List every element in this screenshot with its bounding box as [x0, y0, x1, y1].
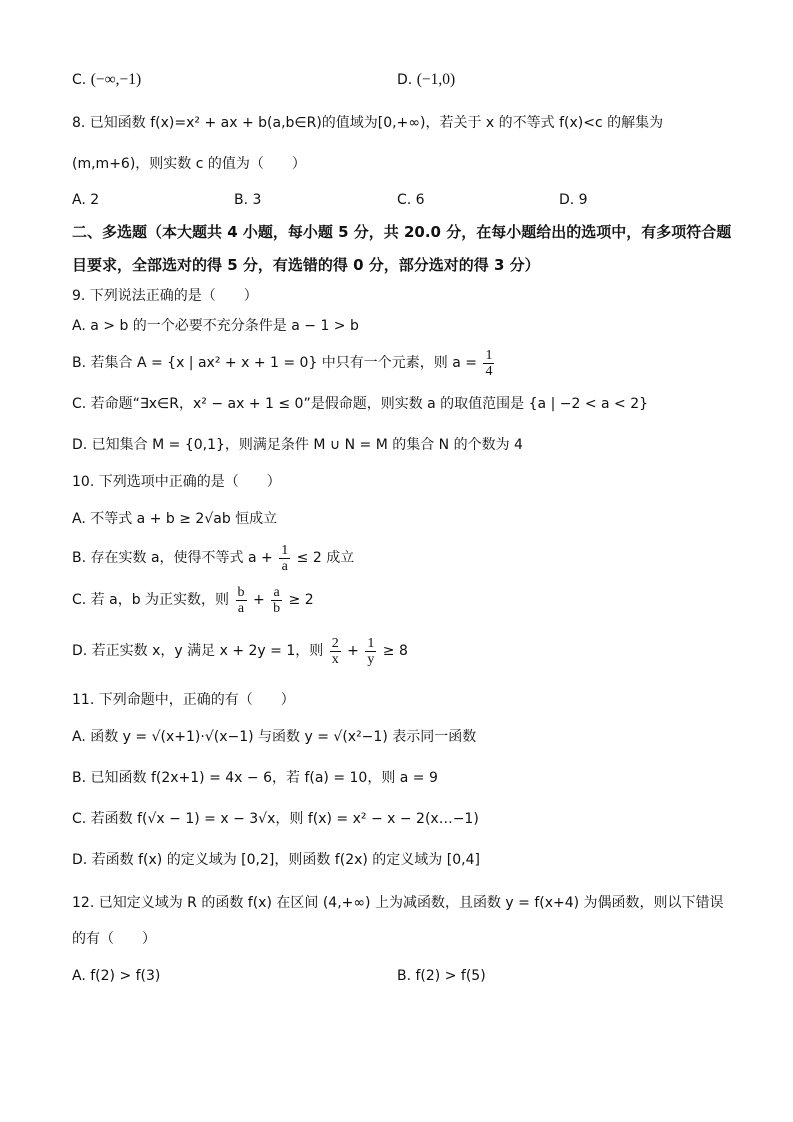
- q10-option-a: A. 不等式 a + b ≥ 2√ab 恒成立: [72, 511, 278, 527]
- q10-option-c-tail: ≥ 2: [288, 592, 314, 608]
- q7-option-d-math: (−1,0): [416, 71, 456, 88]
- fraction-denominator: a: [281, 558, 288, 574]
- q8-option-c: C. 6: [397, 192, 425, 208]
- fraction-denominator: b: [273, 600, 281, 616]
- section-2-heading: 二、多选题（本大题共 4 小题，每小题 5 分，共 20.0 分，在每小题给出的选项中，有多项符合题目要求，全部选对的得 5 分，有选错的得 0 分，部分选对的得 3 分）: [72, 223, 732, 274]
- q10-option-d-fraction-2: [365, 636, 376, 667]
- fraction-denominator: a: [237, 600, 245, 616]
- q7-option-d: [397, 70, 455, 90]
- q9-option-b-fraction: [483, 348, 494, 379]
- q9-option-b-text: B. 若集合 A = {x | ax² + x + 1 = 0} 中只有一个元素，则 a =: [72, 355, 478, 371]
- q11-option-b: B. 已知函数 f(2x+1) = 4x − 6，若 f(a) = 10，则 a = 9: [72, 770, 438, 786]
- q8-stem-line1: 8. 已知函数 f(x)=x² + ax + b(a,b∈R)的值域为[0,+∞)，若关于 x 的不等式 f(x)<c 的解集为: [72, 115, 664, 131]
- q12-option-b: B. f(2) > f(5): [397, 968, 486, 984]
- q7-option-c-label: C.: [72, 72, 87, 88]
- q10-option-d-fraction-1: [330, 636, 341, 667]
- q10-option-d-tail: ≥ 8: [382, 643, 408, 659]
- q8-option-d: D. 9: [559, 192, 588, 208]
- q10-option-b-tail: ≤ 2 成立: [296, 550, 355, 566]
- q10-option-c-fraction-1: [236, 585, 247, 616]
- q9-stem: 9. 下列说法正确的是（ ）: [72, 288, 258, 304]
- fraction-numerator: 1: [281, 542, 289, 558]
- fraction-denominator: x: [331, 651, 339, 667]
- fraction-numerator: 1: [367, 635, 375, 651]
- q10-option-d-text: D. 若正实数 x，y 满足 x + 2y = 1，则: [72, 643, 324, 659]
- q12-stem-line2: 的有（ ）: [72, 931, 156, 947]
- q10-option-c: [72, 583, 314, 617]
- q10-stem: 10. 下列选项中正确的是（ ）: [72, 474, 281, 490]
- q9-option-d: D. 已知集合 M = {0,1}，则满足条件 M ∪ N = M 的集合 N 的个数为 4: [72, 437, 523, 453]
- q10-option-c-fraction-2: [271, 585, 282, 616]
- q10-option-b: [72, 541, 354, 575]
- fraction-numerator: 2: [331, 635, 339, 651]
- fraction-numerator: 1: [485, 347, 493, 363]
- fraction-denominator: 4: [485, 363, 493, 379]
- q11-option-a: A. 函数 y = √(x+1)·√(x−1) 与函数 y = √(x²−1) 表示同一函数: [72, 729, 477, 745]
- q12-stem-line1: 12. 已知定义域为 R 的函数 f(x) 在区间 (4,+∞) 上为减函数，且函数 y = f(x+4) 为偶函数，则以下错误: [72, 895, 724, 911]
- fraction-denominator: y: [367, 651, 375, 667]
- q11-stem: 11. 下列命题中，正确的有（ ）: [72, 692, 295, 708]
- q7-option-c-math: (−∞,−1): [90, 71, 142, 88]
- q11-option-d: D. 若函数 f(x) 的定义域为 [0,2]，则函数 f(2x) 的定义域为 [0,4]: [72, 852, 480, 868]
- q7-option-d-label: D.: [397, 72, 413, 88]
- q10-option-b-text: B. 存在实数 a，使得不等式 a +: [72, 550, 273, 566]
- q11-option-c: C. 若函数 f(√x − 1) = x − 3√x，则 f(x) = x² − x − 2(x…−1): [72, 811, 479, 827]
- q10-option-c-text: C. 若 a，b 为正实数，则: [72, 592, 230, 608]
- q9-option-a: A. a > b 的一个必要不充分条件是 a − 1 > b: [72, 318, 359, 334]
- q12-option-a: A. f(2) > f(3): [72, 968, 161, 984]
- plus-sign: +: [347, 643, 359, 659]
- q9-option-b: [72, 346, 496, 380]
- q7-option-c: [72, 70, 141, 90]
- fraction-numerator: a: [271, 585, 282, 601]
- q9-option-c: C. 若命题“∃x∈R，x² − ax + 1 ≤ 0”是假命题，则实数 a 的取值范围是 {a | −2 < a < 2}: [72, 396, 649, 412]
- fraction-numerator: b: [237, 584, 245, 600]
- q8-option-a: A. 2: [72, 192, 100, 208]
- q10-option-d: [72, 634, 408, 668]
- q8-option-b: B. 3: [234, 192, 262, 208]
- q10-option-b-fraction: [279, 543, 290, 574]
- plus-sign: +: [252, 592, 265, 608]
- q8-stem-line2: (m,m+6)，则实数 c 的值为（ ）: [72, 156, 306, 172]
